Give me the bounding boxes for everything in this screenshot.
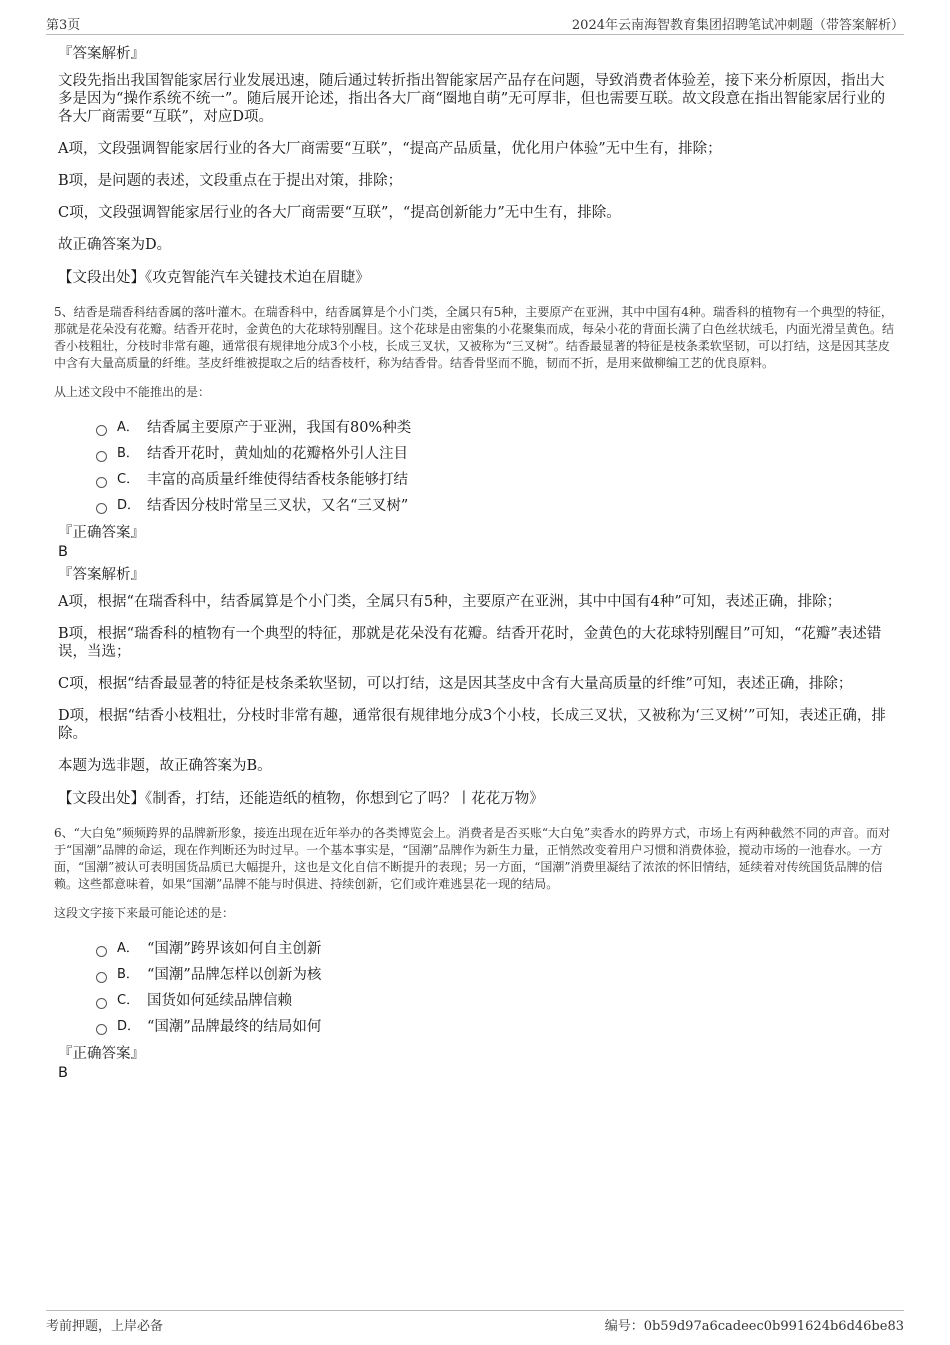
option-c[interactable]	[96, 988, 898, 1014]
document-id: 编号：0b59d97a6cadeec0b991624b6d46be83	[604, 1319, 904, 1334]
option-d[interactable]	[96, 493, 898, 519]
radio-icon[interactable]	[96, 477, 107, 488]
analysis-paragraph: A项，文段强调智能家居行业的各大厂商需要“互联”，“提高产品质量，优化用户体验”无中生有，排除；	[58, 141, 722, 157]
question-text: 5、结香是瑞香科结香属的落叶灌木。在瑞香科中，结香属算是个小门类，全属只有5种，主要原产在亚洲，其中中国有4种。瑞香科的植物有一个典型的特征，那就是花朵没有花瓣。结香开花时，金黄色的大花球特别醒目。这个花球是由密集的小花聚集而成，每朵小花的背面长满了白色丝状绒毛，内面光滑呈黄色。结香小枝粗壮，分枝时非常有趣，通常很有规律地分成3个小枝，长成三叉状，又被称为“三叉树”。结香最显著的特征是枝条柔软坚韧，可以打结，这是因其茎皮中含有大量高质量的纤维。茎皮纤维被提取之后的结香枝杆，称为结香骨。结香骨坚而不脆，韧而不折，是用来做柳编工艺的优良原料。	[54, 305, 895, 370]
source-citation: 【文段出处】《制香，打结，还能造纸的植物，你想到它了吗？丨花花万物》	[58, 791, 544, 807]
option-text: 结香因分枝时常呈三叉状，又名“三叉树”	[147, 498, 409, 514]
option-letter: D．	[117, 1019, 141, 1034]
option-letter: B．	[117, 446, 139, 461]
analysis-label: 『答案解析』	[58, 567, 145, 583]
analysis-paragraph: C项，文段强调智能家居行业的各大厂商需要“互联”，“提高创新能力”无中生有，排除。	[58, 205, 621, 221]
option-a[interactable]	[96, 415, 898, 441]
option-text: 丰富的高质量纤维使得结香枝条能够打结	[147, 472, 408, 488]
option-letter: A．	[117, 420, 139, 435]
radio-icon[interactable]	[96, 1024, 107, 1035]
radio-icon[interactable]	[96, 946, 107, 957]
option-c[interactable]	[96, 467, 898, 493]
option-text: 国货如何延续品牌信赖	[147, 993, 292, 1009]
option-text: 结香开花时，黄灿灿的花瓣格外引人注目	[147, 446, 408, 462]
radio-icon[interactable]	[96, 998, 107, 1009]
correct-answer-label: 『正确答案』	[58, 1046, 145, 1062]
radio-icon[interactable]	[96, 972, 107, 983]
analysis-paragraph: 文段先指出我国智能家居行业发展迅速，随后通过转折指出智能家居产品存在问题，导致消费者体验差，接下来分析原因，指出大多是因为“操作系统不统一”。随后展开论述，指出各大厂商“圈地自萌”无可厚非，但也需要互联。故文段意在指出智能家居行业的各大厂商需要“互联”，对应D项。	[58, 73, 886, 125]
radio-icon[interactable]	[96, 425, 107, 436]
option-text: “国潮”品牌怎样以创新为核	[147, 967, 322, 983]
analysis-paragraph: C项，根据“结香最显著的特征是枝条柔软坚韧，可以打结，这是因其茎皮中含有大量高质量的纤维”可知，表述正确，排除；	[58, 676, 853, 692]
source-citation: 【文段出处】《攻克智能汽车关键技术迫在眉睫》	[58, 270, 370, 286]
page-number: 第3页	[46, 18, 81, 33]
document-title: 2024年云南海智教育集团招聘笔试冲刺题（带答案解析）	[571, 18, 904, 33]
question-text: 6、“大白兔”频频跨界的品牌新形象，接连出现在近年举办的各类博览会上。消费者是否买账“大白兔”卖香水的跨界方式，市场上有两种截然不同的声音。而对于“国潮”品牌的命运，现在作判断还为时过早。一个基本事实是，“国潮”品牌作为新生力量，正悄然改变着用户习惯和消费体验，搅动市场的一池春水。一方面，“国潮”被认可表明国货品质已大幅提升，这也是文化自信不断提升的表现；另一方面，“国潮”消费里凝结了浓浓的怀旧情结，延续着对传统国货品牌的信赖。这些都意味着，如果“国潮”品牌不能与时俱进、持续创新，它们或许难逃昙花一现的结局。	[54, 826, 891, 891]
option-letter: D．	[117, 498, 141, 513]
document-body	[56, 44, 898, 1086]
option-letter: B．	[117, 967, 139, 982]
option-letter: C．	[117, 472, 140, 487]
correct-answer-label: 『正确答案』	[58, 525, 145, 541]
analysis-paragraph: 故正确答案为D。	[58, 237, 172, 253]
question-prompt: 这段文字接下来最可能论述的是：	[54, 906, 235, 920]
option-text: “国潮”品牌最终的结局如何	[147, 1019, 322, 1035]
page-header	[46, 14, 904, 35]
correct-answer: B	[58, 544, 68, 560]
page-footer	[46, 1310, 904, 1335]
correct-answer: B	[58, 1065, 68, 1081]
radio-icon[interactable]	[96, 451, 107, 462]
analysis-paragraph: B项，是问题的表述，文段重点在于提出对策，排除；	[58, 173, 403, 189]
option-list	[96, 415, 898, 519]
analysis-label: 『答案解析』	[58, 46, 145, 62]
option-d[interactable]	[96, 1014, 898, 1040]
option-a[interactable]	[96, 936, 898, 962]
footer-slogan: 考前押题，上岸必备	[46, 1319, 164, 1334]
option-b[interactable]	[96, 962, 898, 988]
analysis-paragraph: A项，根据“在瑞香科中，结香属算是个小门类，全属只有5种，主要原产在亚洲，其中中国有4种”可知，表述正确，排除；	[58, 594, 842, 610]
option-text: 结香属主要原产于亚洲，我国有80%种类	[147, 420, 412, 436]
option-list	[96, 936, 898, 1040]
option-letter: C．	[117, 993, 140, 1008]
analysis-paragraph: 本题为选非题，故正确答案为B。	[58, 758, 272, 774]
question-prompt: 从上述文段中不能推出的是：	[54, 385, 211, 399]
option-text: “国潮”跨界该如何自主创新	[147, 941, 322, 957]
option-b[interactable]	[96, 441, 898, 467]
radio-icon[interactable]	[96, 503, 107, 514]
option-letter: A．	[117, 941, 139, 956]
analysis-paragraph: B项，根据“瑞香科的植物有一个典型的特征，那就是花朵没有花瓣。结香开花时，金黄色的大花球特别醒目”可知，“花瓣”表述错误，当选；	[58, 626, 882, 660]
analysis-paragraph: D项，根据“结香小枝粗壮，分枝时非常有趣，通常很有规律地分成3个小枝，长成三叉状，又被称为‘三叉树’”可知，表述正确，排除。	[58, 708, 886, 742]
